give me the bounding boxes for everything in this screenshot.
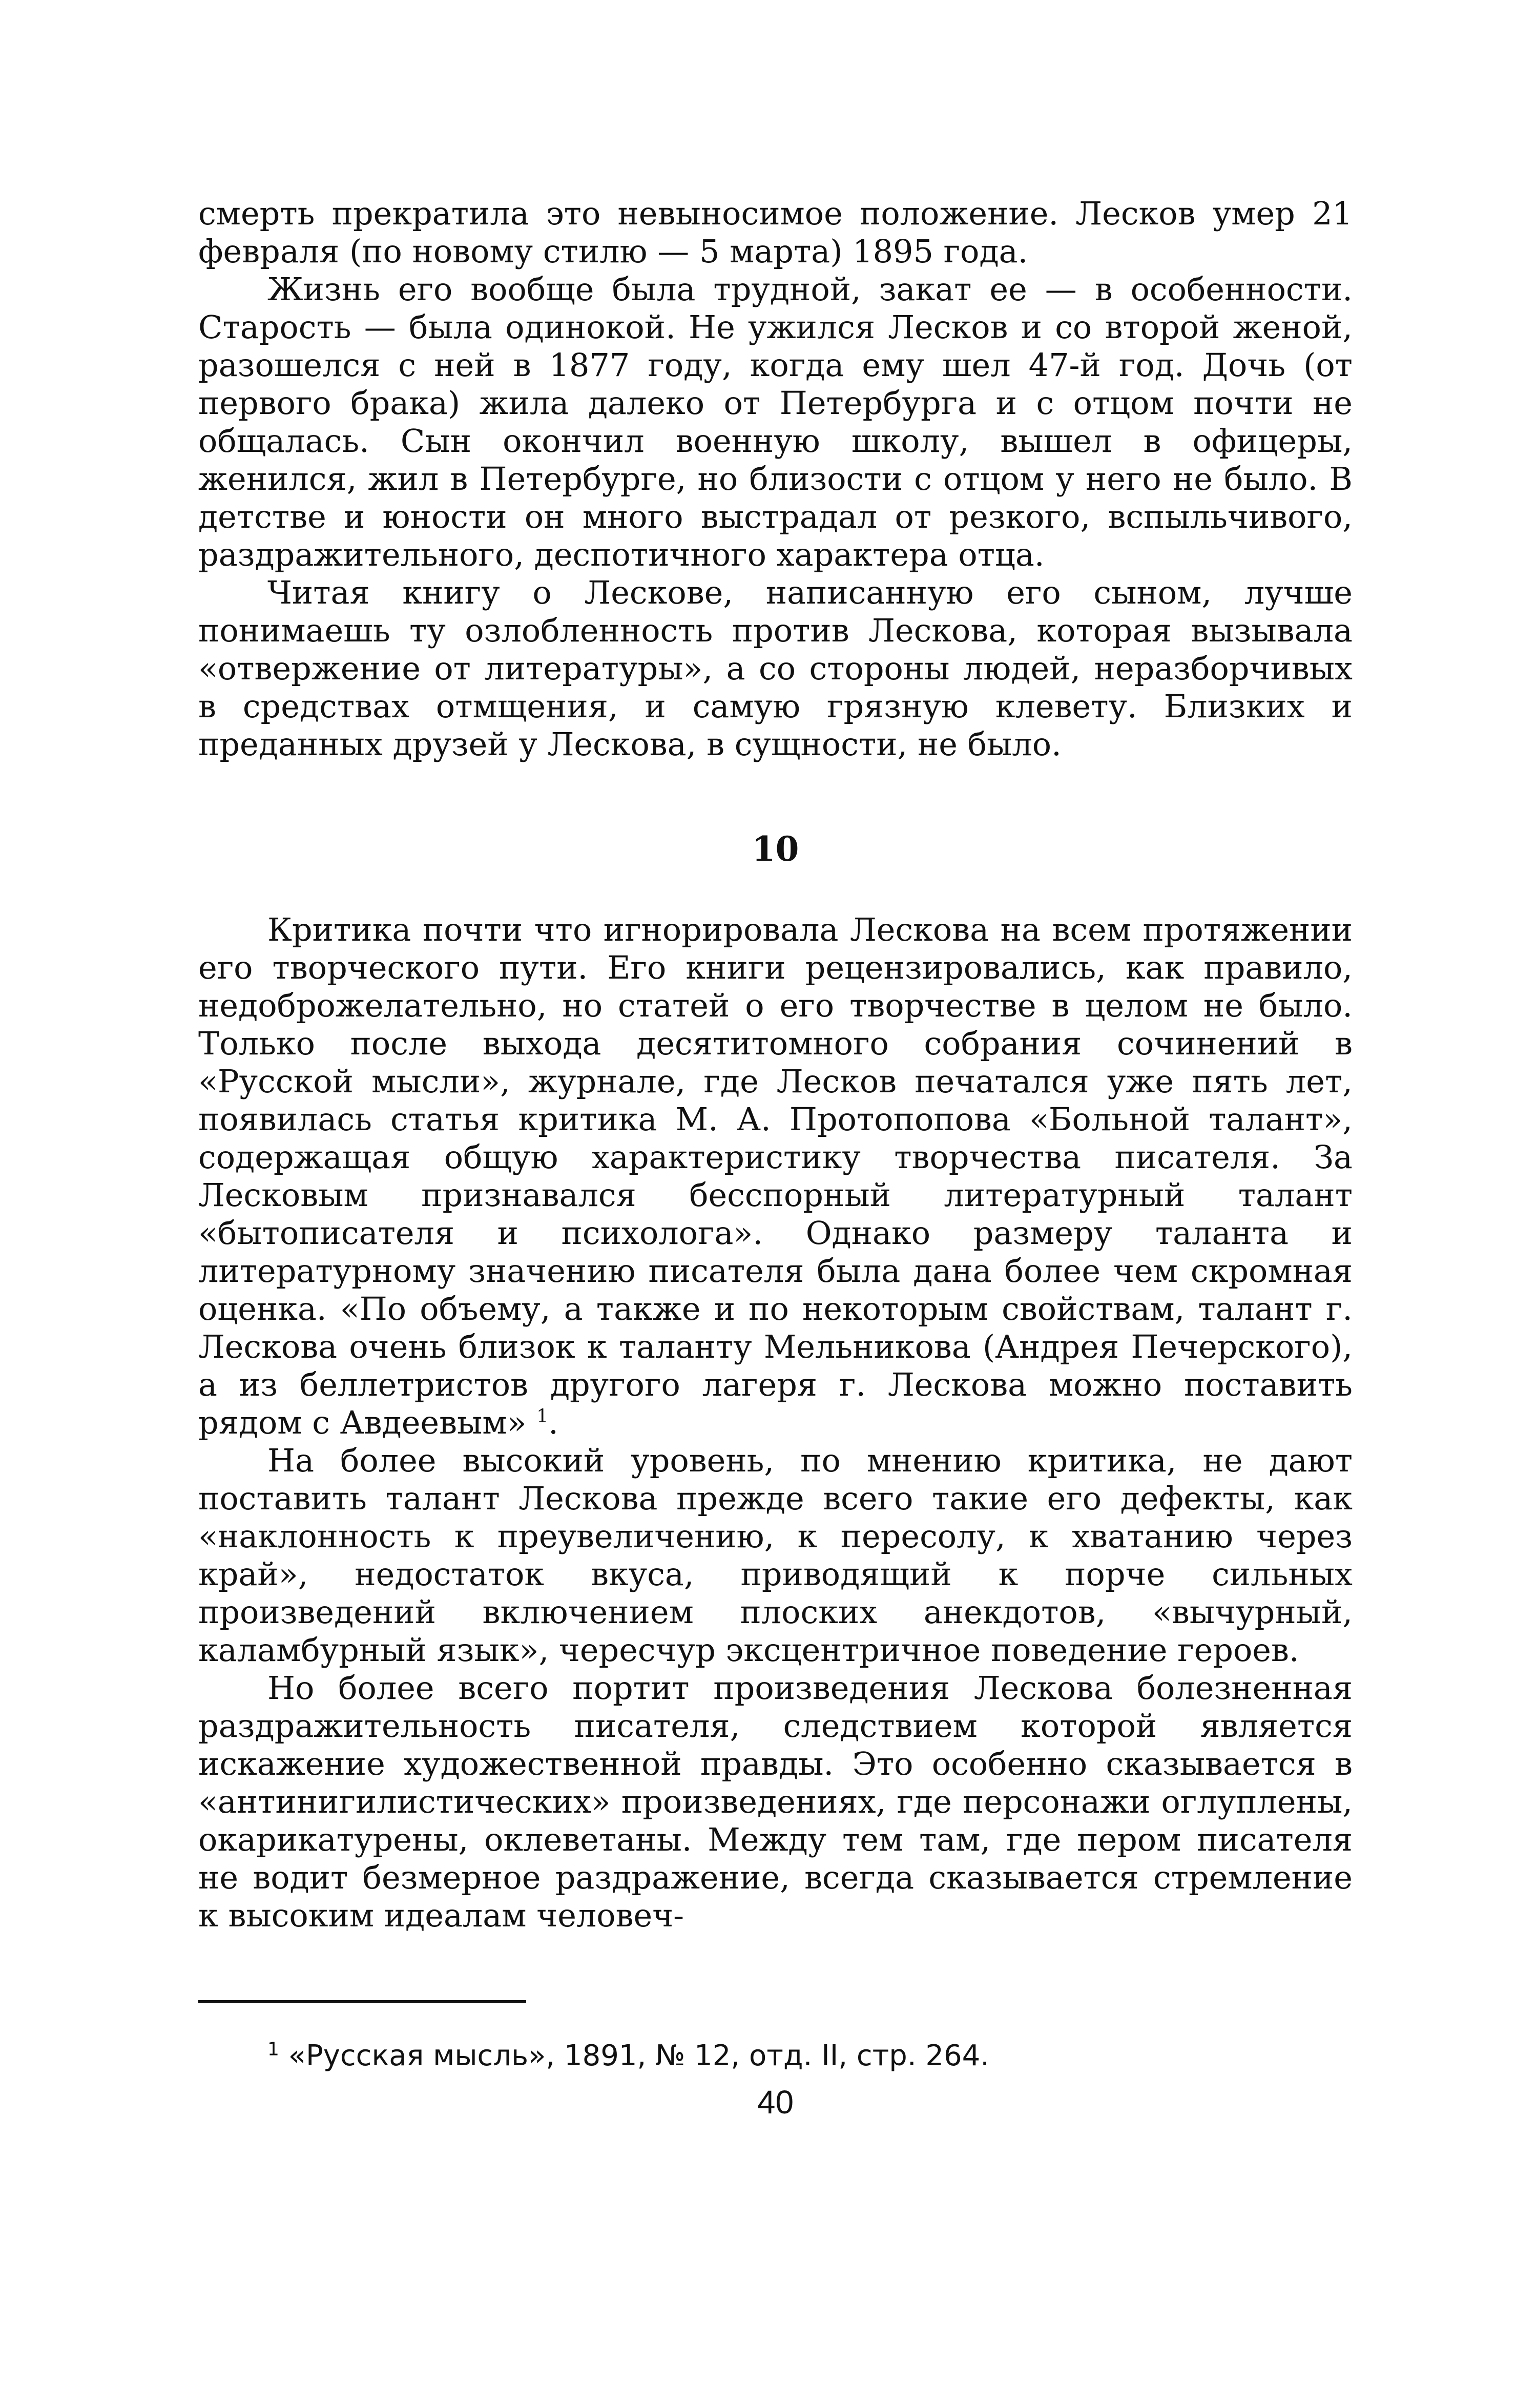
main-text-block [198,911,1353,1935]
paragraph: смерть прекратила это невыносимое положение. Лесков умер 21 февраля (по новому стилю — 5 марта) 1895 года. [198,195,1353,270]
footnote-reference-suffix: . [548,1404,558,1441]
paragraph-text: Критика почти что игнорировала Лескова на всем протяжении его творческого пути. Его книги рецензировались, как правило, недоброжелательно, но статей о его творчестве в целом не было. Только после выхода десятитомного собрания сочинений в «Русской мысли», журнале, где Лесков печатался уже пять лет, появилась статья критика М. А. Протопопова «Больной талант», содержащая общую характеристику творчества писателя. За Лесковым признавался бесспорный литературный талант «бытописателя и психолога». Однако размеру таланта и литературному значению писателя была дана более чем скромная оценка. «По объему, а также и по некоторым свойствам, талант г. Лескова очень близок к таланту Мельникова (Андрея Печерского), а из беллетристов другого лагеря г. Лескова можно поставить рядом с Авдеевым» [198,911,1353,1441]
paragraph: Но более всего портит произведения Лескова болезненная раздражительность писателя, следствием которой является искажение художественной правды. Это особенно сказывается в «антинигилистических» произведениях, где персонажи оглуплены, окарикатурены, оклеветаны. Между тем там, где пером писателя не водит безмерное раздражение, всегда сказывается стремление к высоким идеалам человеч- [198,1669,1353,1934]
footnote-text: «Русская мысль», 1891, № 12, отд. II, стр. 264. [288,2039,990,2072]
footnote-divider [198,2000,526,2003]
footnote [198,2039,1353,2073]
footnote-marker: 1 [267,2039,279,2060]
section-heading: 10 [752,829,799,869]
paragraph [198,911,1353,1442]
paragraph: На более высокий уровень, по мнению критика, не дают поставить талант Лескова прежде всего такие его дефекты, как «наклонность к преувеличению, к пересолу, к хватанию через край», недостаток вкуса, приводящий к порче сильных произведений включением плоских анекдотов, «вычурный, каламбурный язык», чересчур эксцентричное поведение героев. [198,1442,1353,1669]
page-number: 40 [757,2084,794,2121]
book-page [198,195,1353,2295]
paragraph: Жизнь его вообще была трудной, закат ее — в особенности. Старость — была одинокой. Не ужился Лесков и со второй женой, разошелся с ней в 1877 году, когда ему шел 47-й год. Дочь (от первого брака) жила далеко от Петербурга и с отцом почти не общалась. Сын окончил военную школу, вышел в офицеры, женился, жил в Петербурге, но близости с отцом у него не было. В детстве и юности он много выстрадал от резкого, вспыльчивого, раздражительного, деспотичного характера отца. [198,271,1353,573]
paragraph: Читая книгу о Лескове, написанную его сыном, лучше понимаешь ту озлобленность против Лескова, которая вызывала «отвержение от литературы», а со стороны людей, неразборчивых в средствах отмщения, и самую грязную клевету. Близких и преданных друзей у Лескова, в сущности, не было. [198,574,1353,763]
top-text-block [198,195,1353,763]
footnote-reference: 1 [536,1406,549,1427]
